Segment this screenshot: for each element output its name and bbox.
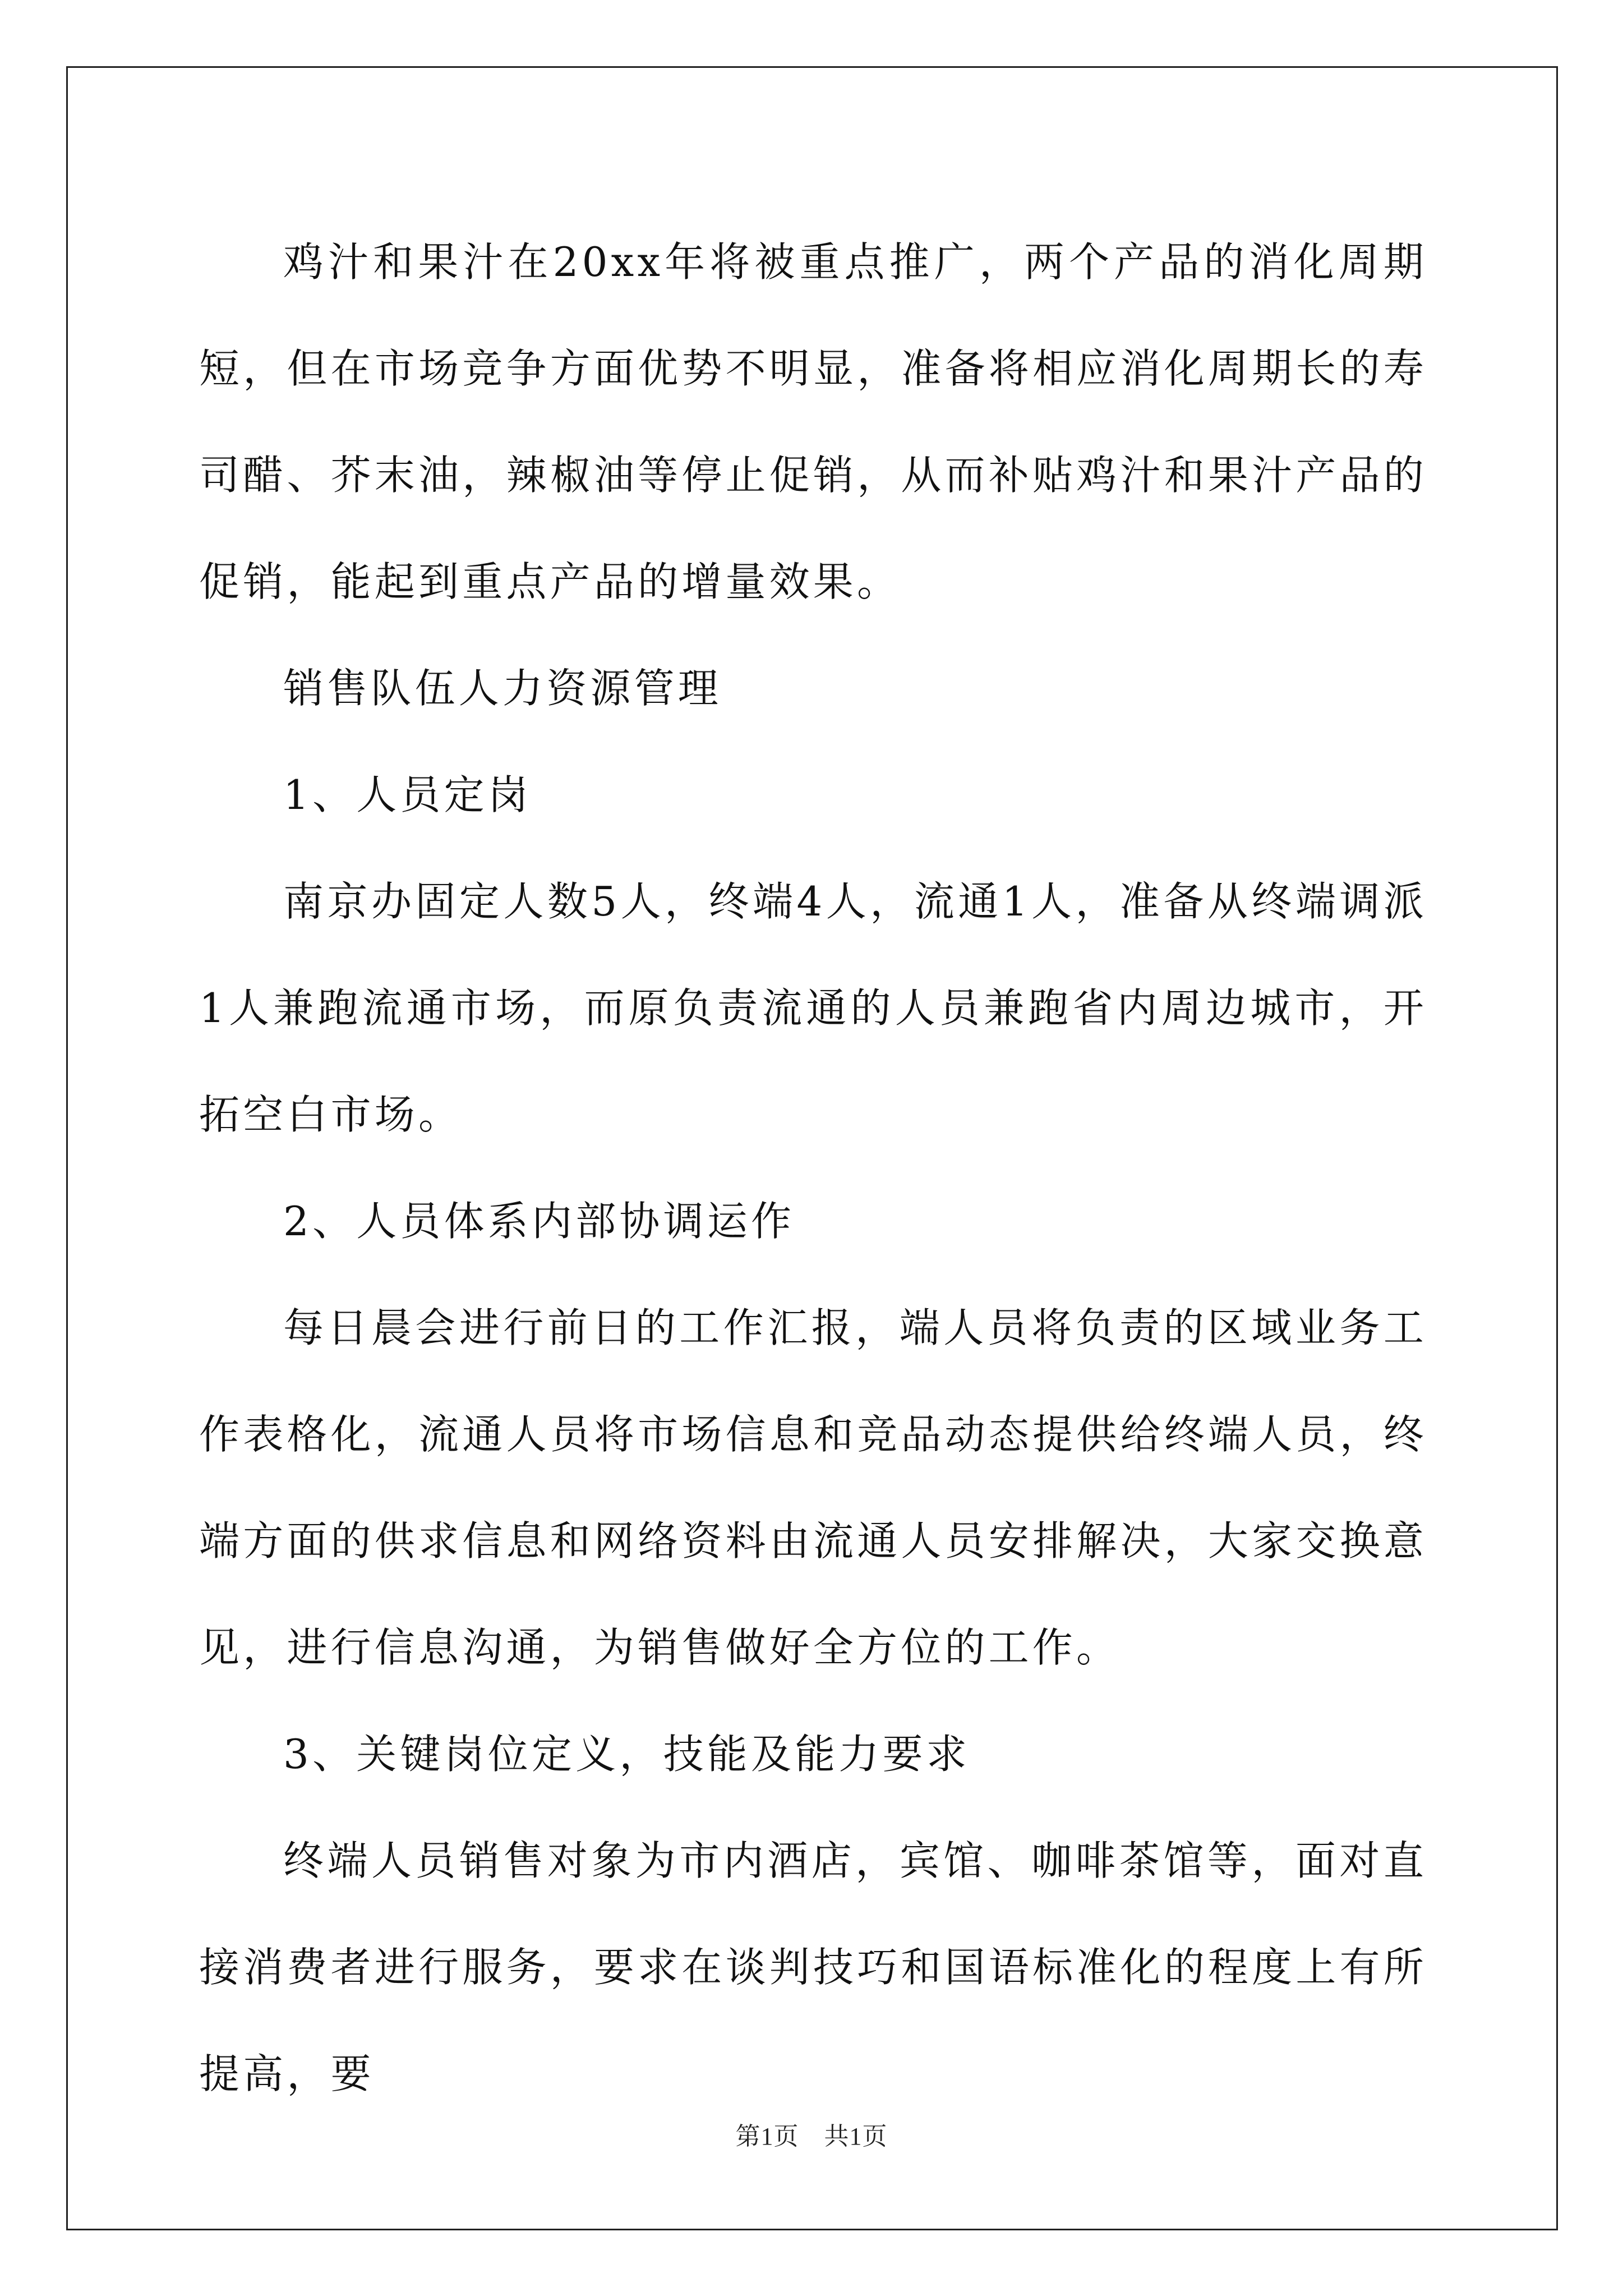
subheading-staffing: 1、人员定岗 [283, 771, 532, 818]
page-number: 第1页 共1页 [735, 2123, 888, 2150]
paragraph-staffing: 南京办固定人数5人，终端4人，流通1人，准备从终端调派1人兼跑流通市场，而原负责流通的人员兼跑省内周边城市，开拓空白市场。 [199, 878, 1427, 1138]
paragraph-key-positions: 终端人员销售对象为市内酒店，宾馆、咖啡茶馆等，面对直接消费者进行服务，要求在谈判技巧和国语标准化的程度上有所提高，要 [199, 1837, 1427, 2097]
paragraph-internal-coordination: 每日晨会进行前日的工作汇报，端人员将负责的区域业务工作表格化，流通人员将市场信息和竞品动态提供给终端人员，终端方面的供求信息和网络资料由流通人员安排解决，大家交换意见，进行信息沟通，为销售做好全方位的工作。 [199, 1304, 1427, 1671]
subheading-key-positions: 3、关键岗位定义，技能及能力要求 [283, 1731, 971, 1778]
section-heading-sales-team-hr: 销售队伍人力资源管理 [283, 665, 722, 712]
document-body [199, 209, 1427, 2127]
paragraph-promotion-plan: 鸡汁和果汁在20xx年将被重点推广，两个产品的消化周期短，但在市场竞争方面优势不明显，准备将相应消化周期长的寿司醋、芥末油，辣椒油等停止促销，从而补贴鸡汁和果汁产品的促销，能起到重点产品的增量效果。 [199, 238, 1427, 605]
subheading-internal-coordination: 2、人员体系内部协调运作 [283, 1198, 795, 1245]
